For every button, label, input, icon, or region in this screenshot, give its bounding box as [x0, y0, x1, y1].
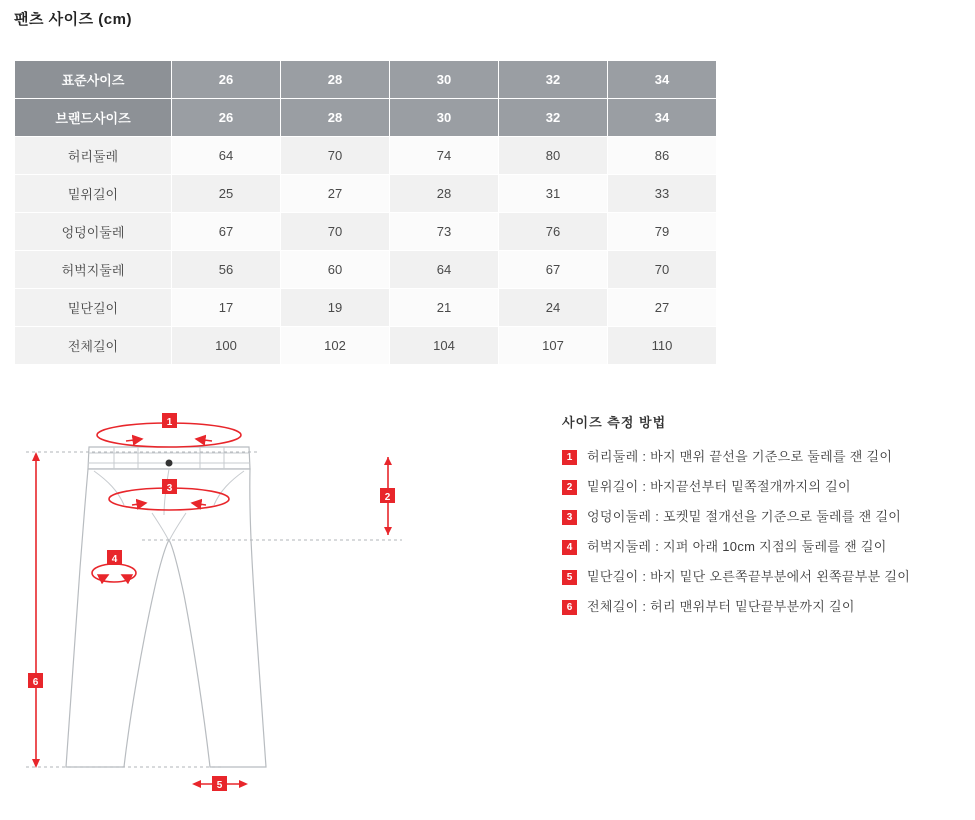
list-item	[562, 509, 962, 525]
table-cell: 102	[281, 327, 390, 365]
list-item	[562, 449, 962, 465]
table-cell: 104	[390, 327, 499, 365]
table-cell: 19	[281, 289, 390, 327]
table-header-label: 브랜드사이즈	[15, 99, 172, 137]
table-cell: 79	[608, 213, 717, 251]
table-cell: 67	[172, 213, 281, 251]
pants-size-table	[14, 60, 717, 365]
marker-4-label: 4	[111, 554, 118, 565]
table-row	[15, 327, 717, 365]
table-cell: 110	[608, 327, 717, 365]
table-cell: 86	[608, 137, 717, 175]
table-cell: 67	[499, 251, 608, 289]
table-header-cell: 32	[499, 99, 608, 137]
table-cell: 33	[608, 175, 717, 213]
list-item	[562, 569, 962, 585]
row-label: 엉덩이둘레	[15, 213, 172, 251]
table-header-label: 표준사이즈	[15, 61, 172, 99]
table-cell: 70	[281, 137, 390, 175]
legend-item-text: 밑위길이 : 바지끝선부터 밑쪽절개까지의 길이	[587, 479, 851, 494]
legend-number-badge: 4	[562, 540, 577, 555]
table-row	[15, 175, 717, 213]
table-cell: 27	[608, 289, 717, 327]
marker-1-label: 1	[166, 417, 173, 428]
table-header-cell: 28	[281, 61, 390, 99]
measurement-legend	[562, 412, 962, 629]
legend-title: 사이즈 측정 방법	[562, 415, 667, 430]
legend-item-text: 밑단길이 : 바지 밑단 오른쪽끝부분에서 왼쪽끝부분 길이	[587, 569, 911, 584]
table-cell: 74	[390, 137, 499, 175]
page-title: 팬츠 사이즈 (cm)	[14, 11, 132, 28]
table-row	[15, 251, 717, 289]
button-detail	[166, 460, 173, 467]
legend-number-badge: 6	[562, 600, 577, 615]
table-header-cell: 28	[281, 99, 390, 137]
table-cell: 25	[172, 175, 281, 213]
row-label: 전체길이	[15, 327, 172, 365]
legend-item-text: 전체길이 : 허리 맨위부터 밑단끝부분까지 길이	[587, 599, 855, 614]
table-cell: 70	[281, 213, 390, 251]
table-header-cell: 26	[172, 99, 281, 137]
table-cell: 64	[390, 251, 499, 289]
table-cell: 17	[172, 289, 281, 327]
legend-number-badge: 5	[562, 570, 577, 585]
table-row	[15, 99, 717, 137]
row-label: 허리둘레	[15, 137, 172, 175]
table-header-cell: 34	[608, 61, 717, 99]
list-item	[562, 539, 962, 555]
marker-2-label: 2	[384, 492, 391, 503]
table-header-cell: 30	[390, 99, 499, 137]
table-cell: 31	[499, 175, 608, 213]
table-cell: 80	[499, 137, 608, 175]
table-cell: 70	[608, 251, 717, 289]
table-cell: 28	[390, 175, 499, 213]
row-label: 밑단길이	[15, 289, 172, 327]
table-row	[15, 289, 717, 327]
table-row	[15, 137, 717, 175]
legend-item-text: 엉덩이둘레 : 포켓밑 절개선을 기준으로 둘레를 잰 길이	[587, 509, 902, 524]
table-cell: 21	[390, 289, 499, 327]
legend-number-badge: 3	[562, 510, 577, 525]
table-cell: 64	[172, 137, 281, 175]
table-cell: 27	[281, 175, 390, 213]
table-row	[15, 213, 717, 251]
legend-item-text: 허리둘레 : 바지 맨위 끝선을 기준으로 둘레를 잰 길이	[587, 449, 893, 464]
table-cell: 73	[390, 213, 499, 251]
list-item	[562, 479, 962, 495]
legend-item-text: 허벅지둘레 : 지퍼 아래 10cm 지점의 둘레를 잰 길이	[587, 539, 887, 554]
table-cell: 76	[499, 213, 608, 251]
table-header-cell: 30	[390, 61, 499, 99]
table-cell: 56	[172, 251, 281, 289]
legend-number-badge: 1	[562, 450, 577, 465]
list-item	[562, 599, 962, 615]
row-label: 허벅지둘레	[15, 251, 172, 289]
table-cell: 100	[172, 327, 281, 365]
table-cell: 24	[499, 289, 608, 327]
table-cell: 107	[499, 327, 608, 365]
marker-3-label: 3	[166, 483, 173, 494]
table-header-cell: 26	[172, 61, 281, 99]
marker-5-label: 5	[216, 780, 223, 791]
marker-6-label: 6	[32, 677, 39, 688]
row-label: 밑위길이	[15, 175, 172, 213]
table-header-cell: 34	[608, 99, 717, 137]
pants-measurement-diagram	[14, 395, 534, 810]
table-header-cell: 32	[499, 61, 608, 99]
table-cell: 60	[281, 251, 390, 289]
legend-number-badge: 2	[562, 480, 577, 495]
table-row	[15, 61, 717, 99]
